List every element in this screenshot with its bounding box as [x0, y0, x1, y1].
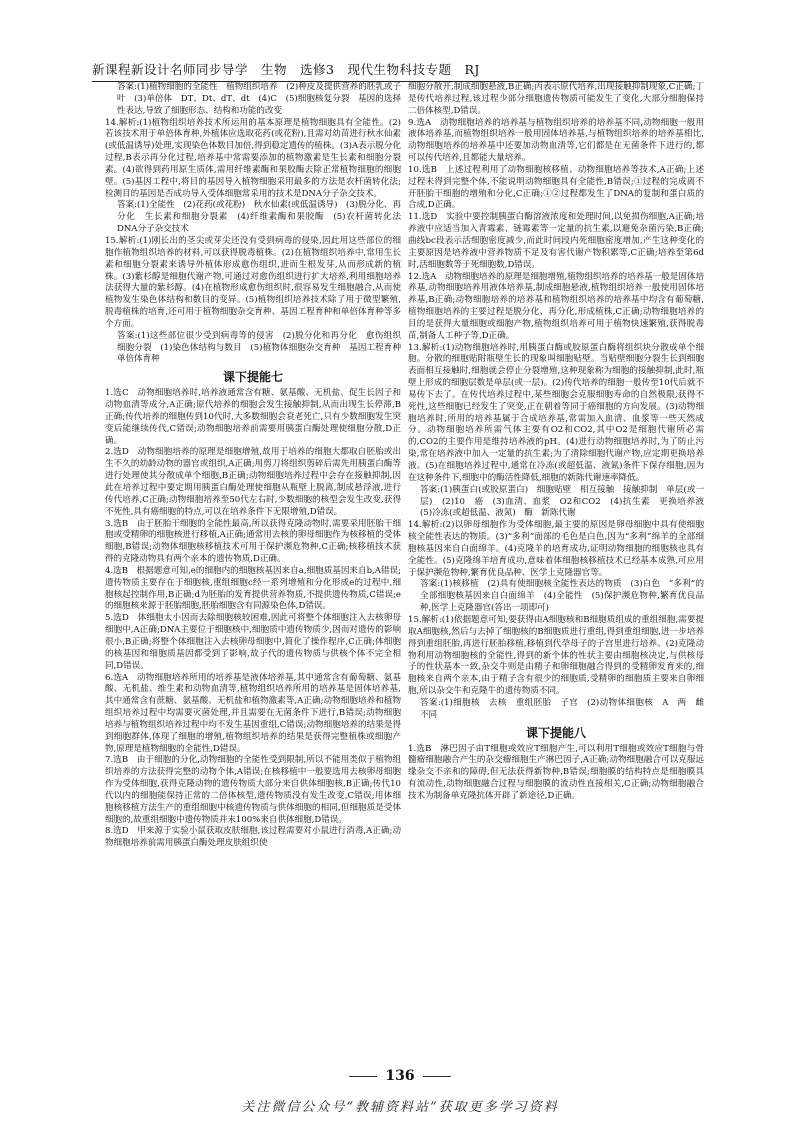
running-header: 新课程新设计名师同步导学 生物 选修3 现代生物科技专题 RJ: [92, 60, 692, 82]
paragraph: 答案:(1)全能性 (2)花药(或花粉) 秋水仙素(或低温诱导) (3)脱分化、再分化 生长素和细胞分裂素 (4)纤维素酶和果胶酶 (5)农杆菌转化法 DNA分子杂交技术: [116, 200, 410, 235]
paragraph: 8.选D 甲来源于实验小鼠获取皮肤细胞,该过程需要对小鼠进行消毒,A正确;动物细胞培养前需用胰蛋白酶处理皮肤组织使: [105, 826, 401, 849]
page-number-text: 136: [385, 1068, 415, 1084]
right-column: [408, 82, 713, 1078]
paragraph: 13.解析:(1)动物细胞培养时,用胰蛋白酶或胶原蛋白酶将组织块分散成单个细胞。分散的细胞贴附瓶壁生长的现象叫细胞贴壁。当贴壁细胞分裂生长到细胞表面相互接触时,细胞就会停止分裂增殖,这种现象称为细胞的接触抑制,此时,瓶壁上形成的细胞层数是单层(或一层)。(2)传代培养的细胞一般传至10代后就不易传下去了。在传代培养过程中,某些细胞会克服细胞寿命的自然极限,获得不死性,这些细胞已经发生了突变,正在朝着等同于癌细胞的方向发展。(3)动物细胞培养时,所用的培养基属于合成培养基,常需加入血清、血浆等一些天然成分。动物细胞培养所需气体主要有O2和CO2,其中O2是细胞代谢所必需的,CO2的主要作用是维持培养液的pH。(4)进行动物细胞培养时,为了防止污染,常在培养液中加入一定量的抗生素;为了清除细胞代谢产物,应定期更换培养液。(5)在细胞培养过程中,通常在冷冻(或超低温、液氮)条件下保存细胞,因为在这种条件下,细胞中的酶活性降低,细胞的新陈代谢速率降低。: [408, 342, 704, 483]
paragraph: 7.选B 由于细胞的分化,动物细胞的全能性受到限制,所以不能用类似于植物组织培养的方法获得完整的动物个体,A错误;在核移植中一般要选用去核卵母细胞作为受体细胞,获得克隆动物的遗传物质大部分来自供体细胞核,B正确;传代10代以内的细胞能保持正常的二倍体核型,遗传物质没有发生改变,C错误;用体细胞核移植方法生产的重组细胞中核遗传物质与供体细胞的相同,但细胞质是受体细胞的,故重组细胞中遗传物质并未100%来自供体细胞,D错误。: [105, 755, 401, 825]
paragraph: 答案:(1)这些部位很少受到病毒等的侵害 (2)脱分化和再分化 愈伤组织 细胞分裂 (1)染色体结构与数目 (5)植物体细胞杂交育种 基因工程育种 单倍体育种: [116, 330, 410, 365]
paragraph: 2.选D 动物细胞培养的原理是细胞增殖,故用于培养的细胞大都取自胚胎或出生不久的幼龄动物的器官或组织,A正确;用剪刀将组织剪碎后需先用胰蛋白酶等进行处理使其分散成单个细胞,B正确;动物细胞培养过程中会存在接触抑制,因此在培养过程中要定期用胰蛋白酶处理使细胞从瓶壁上脱离,制成悬浮液,进行传代培养,C正确;动物细胞培养至50代左右时,少数细胞的核型会发生改变,获得不死性,具有癌细胞的特点,可以在培养条件下无限增殖,D错误。: [105, 447, 401, 517]
paragraph: 5.选D 体细胞太小因而去除细胞核较困难,因此可将整个体细胞注入去核卵母细胞中,A正确;DNA主要位于细胞核中,细胞质中遗传物质少,因而对遗传的影响很小,B正确;将整个体细胞注入去核卵母细胞中,简化了操作程序,C正确;体细胞的核基因和细胞质基因都受到了影响,故子代的遗传物质与供核个体不完全相同,D错误。: [105, 613, 401, 671]
paragraph: 4.选B 根据题意可知,e的细胞内的细胞核基因来自a,细胞质基因来自b,A错误;遗传物质主要存在于细胞核,重组细胞c经一系列增殖和分化形成e的过程中,细胞核起控制作用,B正确;d为胚胎的发育提供营养物质,不提供遗传物质,C错误;e的细胞核来源于胚胎细胞,胚胎细胞含有同源染色体,D错误。: [105, 565, 401, 612]
paragraph: 答案:(1)植物细胞的全能性 植物组织培养 (2)种皮及提供营养的胚乳或子叶 (3)单倍体 DT、Dt、dT、dt (4)C (5)细胞核复分裂 基因的选择性表达,导致了细胞形态、结构和功能的改变: [116, 82, 401, 116]
paragraph: 14.解析:(2)以卵母细胞作为受体细胞,最主要的原因是卵母细胞中具有使细胞核全能性表达的物质。(3)“多利”面部的毛色是白色,因为“多利”绵羊的全部细胞核基因来自白面绵羊。(4)克隆羊的培育成功,证明动物细胞的细胞核也具有全能性。(5)克隆绵羊培育成功,意味着体细胞核移植技术已经基本成熟,可应用于保护濒危物种,繁育优良品种、医学上克隆器官等。: [408, 520, 704, 578]
paragraph: 10.选B 上述过程利用了动物细胞核移植、动物细胞培养等技术,A正确;上述过程未得到完整个体,不能说明动物细胞具有全能性,B错误;①过程的完成离不开胚胎干细胞的增殖和分化,C正确;①②过程都发生了DNA的复制和蛋白质的合成,D正确。: [408, 164, 704, 211]
section-heading: 课下提能七: [222, 370, 283, 385]
dash-right: [423, 1076, 451, 1077]
paragraph: 1.选C 动物细胞培养时,培养液通常含有糖、氨基酸、无机盐、促生长因子和动物血清等成分,A正确;原代培养的细胞会发生接触抑制,从而出现生长停滞,B正确;传代培养的细胞传到10代时,大多数细胞会衰老死亡,只有少数细胞发生突变后能继续传代,C错误;动物细胞培养前需要用胰蛋白酶处理使细胞分散,D正确。: [105, 388, 401, 446]
paragraph: 12.选A 动物细胞培养的原理是细胞增殖,植物组织培养的培养基一般是固体培养基,动物细胞培养用液体培养基,制成细胞悬液,植物组织培养一般使用固体培养基,B正确;动物细胞培养的培养基和植物组织培养的培养基中均含有葡萄糖,植物细胞培养的主要过程是脱分化、再分化,形成植株,C正确;动物细胞培养的目的是获得大量细胞或细胞产物,植物组织培养可用于植物快速繁殖,获得脱毒苗,制备人工种子等,D正确。: [408, 271, 704, 341]
paragraph: 15.解析:(1)依据题意可知,要获得由A细胞核和B细胞质组成的重组细胞,需要提取A细胞核,然后与去掉了细胞核的B细胞质进行重组,得到重组细胞,进一步培养得到重组胚胎,再进行胚胎移植,移植到代孕母子的子宫里进行培养。(2)克隆动物利用动物细胞核的全能性,得到的新个体的性状主要由细胞核决定,与供核母子的性状基本一致,杂交牛则是由精子和卵细胞融合得到的受精卵发育来的,细胞核来自两个亲本,由于精子含有很少的细胞质,受精卵的细胞质主要来自卵细胞,所以杂交牛和克隆牛的遗传物质不同。: [408, 614, 704, 697]
paragraph: 6.选A 动物细胞培养所用的培养基是液体培养基,其中通常含有葡萄糖、氨基酸、无机盐、维生素和动物血清等,植物组织培养所用的培养基是固体培养基,其中通常含有蔗糖、氨基酸、无机盐和植物激素等,A正确;动物细胞培养和植物组织培养过程中均需要灭菌处理,并且需要在无菌条件下进行,B错误;动物细胞培养与植物组织培养过程中均不发生基因重组,C错误;动物细胞培养的结果是得到细胞群体,体现了细胞的增殖,植物组织培养的结果是获得完整植株或细胞产物,原理是植物细胞的全能性,D错误。: [105, 672, 401, 754]
paragraph: 3.选B 由于胚胎干细胞的全能性最高,所以获得克隆动物时,需要采用胚胎干细胞或受精卵的细胞核进行移植,A正确;通常用去核的卵母细胞作为核移植的受体细胞,B错误;动物体细胞核移植技术可用于保护濒危物种,C正确;核移植技术获得的克隆动物具有两个亲本的遗传物质,D正确。: [105, 518, 401, 565]
section-heading: 课下提能八: [525, 725, 586, 740]
page-number: [0, 1068, 800, 1084]
paragraph: 答案:(1)胰蛋白(或胶原蛋白) 细胞贴壁 相互接触 接触抑制 单层(或一层) (2)10 癌 (3)血清、血浆 O2和CO2 (4)抗生素 更换培养液 (5)冷冻(或超低温、液氮) 酶 新陈代谢: [419, 484, 713, 519]
footer-note: 关注微信公众号“教辅资料站”获取更多学习资料: [241, 1100, 559, 1115]
paragraph: 11.选D 实验中要控制胰蛋白酶溶液浓度和处理时间,以免损伤细胞,A正确;培养液中应适当加入青霉素、链霉素等一定量的抗生素,以避免杂菌污染,B正确;曲线bc段表示活细胞密度减少,而此时间段内死细胞密度增加,产生这种变化的主要原因是培养液中营养物质不足及有害代谢产物积累等,C正确;培养至第6d时,活细胞数等于死细胞数,D错误。: [408, 212, 704, 270]
paragraph: 答案:(1)细胞核 去核 重组胚胎 子宫 (2)动物体细胞核 A 两 雌 不同: [419, 697, 713, 720]
paragraph: 9.选A 动物细胞培养的培养基与植物组织培养的培养基不同,动物细胞一般用液体培养基,而植物组织培养一般用固体培养基,与植物组织培养的培养基相比,动物细胞培养的培养基中还要加动物血清等,它们都是在无菌条件下进行的,都可以传代培养,且都能大量培养。: [408, 117, 704, 164]
paragraph: 1.选B 淋巴因子由T细胞或效应T细胞产生,可以利用T细胞或效应T细胞与骨髓瘤细胞融合产生的杂交瘤细胞生产淋巴因子,A正确;动物细胞融合可以克服远缘杂交不亲和的障碍,但无法获得新物种,B错误;细胞膜的结构特点是细胞膜具有流动性,动物细胞融合过程与细胞膜的流动性直接相关,C正确;动物细胞融合技术为制备单克隆抗体开辟了新途径,D正确。: [408, 743, 704, 801]
paragraph: 15.解析:(1)刚长出的茎尖或芽尖还没有受到病毒的侵染,因此用这些部位的细胞作植物组织培养的材料,可以获得脱毒植株。(2)在植物组织培养中,常用生长素和细胞分裂素来诱导外植体形成愈伤组织,进而生根发芽,从而形成新的植株。(3)紫杉醇是细胞代谢产物,可通过对愈伤组织进行扩大培养,利用细胞培养法获得大量的紫杉醇。(4)在植物形成愈伤组织时,很容易发生细胞融合,从而使植物发生染色体结构和数目的变异。(5)植物组织培养技术除了用于微型繁殖,脱毒植株的培育,还可用于植物细胞杂交育种、基因工程育种和单倍体育种等多个方面。: [105, 235, 401, 329]
paragraph: 14.解析:(1)植物组织培养技术所运用的基本原理是植物细胞具有全能性。(2)若该技术用于单倍体育种,外植体应选取花药(或花粉),且需对幼苗进行秋水仙素(或低温诱导)处理,实现染色体数目加倍,得到稳定遗传的植株。(3)A表示脱分化过程,B表示再分化过程,培养基中常需要添加的植物激素是生长素和细胞分裂素。(4)欲得到药用原生质体,需用纤维素酶和果胶酶去除正常植物细胞的细胞壁。(5)基因工程中,将目的基因导入植物细胞采用最多的方法是农杆菌转化法;检测目的基因是否成功导入受体细胞常采用的技术是DNA分子杂交技术。: [105, 117, 401, 199]
paragraph: 答案:(1)核移植 (2)具有使细胞核全能性表达的物质 (3)白色 “多利”的全部细胞核基因来自白面绵羊 (4)全能性 (5)保护濒危物种,繁育优良品种,医学上克隆器官(答出一项即可): [419, 579, 704, 614]
paragraph: 细胞分散开,制成细胞悬液,B正确;丙表示原代培养,出现接触抑制现象,C正确;丁是传代培养过程,该过程少部分细胞遗传物质可能发生了变化,大部分细胞保持二倍体核型,D错误。: [408, 82, 704, 116]
dash-left: [349, 1076, 377, 1077]
